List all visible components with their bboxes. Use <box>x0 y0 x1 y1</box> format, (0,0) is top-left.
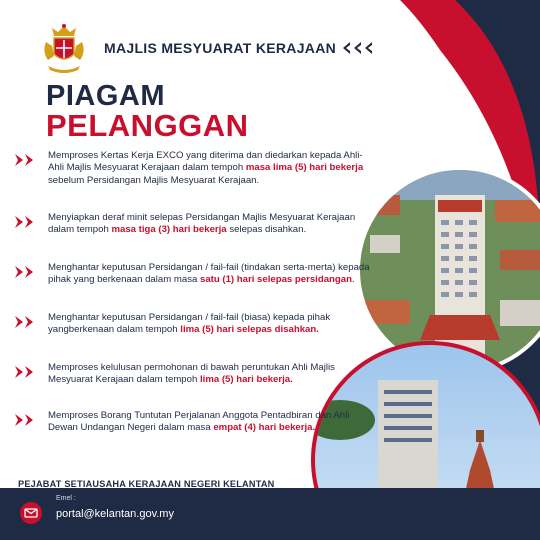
page-title-line1: PIAGAM <box>46 80 165 112</box>
item-text-part: . <box>351 274 355 286</box>
page-title-line2: PELANGGAN <box>46 108 249 143</box>
item-text-part: Memproses Kertas Kerja EXCO yang diterima dan diedarkan kepada Ahli-Ahli Majlis Mesyuarat Kerajaan dalam tempoh <box>48 150 363 174</box>
email-link[interactable]: portal@kelantan.gov.my <box>56 508 174 520</box>
item-text-part: Menyiapkan deraf minit selepas Persidangan Majlis Mesyuarat Kerajaan dalam tempoh <box>48 212 356 236</box>
item-text-part: Menghantar keputusan Persidangan / fail-fail (biasa) kepada pihak yangberkenaan dalam tempoh <box>48 312 331 336</box>
state-crest-icon <box>36 22 92 78</box>
office-name: PEJABAT SETIAUSAHA KERAJAAN NEGERI KELANTAN <box>18 479 275 489</box>
triple-chevron-left-icon <box>340 41 376 55</box>
item-highlight: empat (4) hari bekerja. <box>213 422 316 434</box>
email-label: Emel : <box>56 495 76 502</box>
item-highlight: satu (1) hari selepas persidangan <box>200 274 352 286</box>
mail-icon <box>20 502 42 524</box>
item-text <box>48 212 378 237</box>
item-text-part: sebelum Persidangan Majlis Mesyuarat Kerajaan. <box>48 174 260 186</box>
item-highlight: lima (5) hari bekerja. <box>199 374 293 386</box>
item-text <box>48 150 378 187</box>
item-text-part: Menghantar keputusan Persidangan / fail-fail (tindakan serta-merta) kepada pihak yang berkenaan dalam masa <box>48 262 370 286</box>
double-chevron-right-icon <box>12 153 38 167</box>
item-text-part: Memproses kelulusan permohonan di bawah peruntukan Ahli Majlis Mesyuarat Kerajaan dalam tempoh <box>48 362 335 386</box>
item-text-part: selepas disahkan. <box>226 224 307 236</box>
item-highlight: lima (5) hari selepas disahkan. <box>180 324 319 336</box>
item-highlight: masa lima (5) hari bekerja <box>245 162 364 174</box>
double-chevron-right-icon <box>12 265 38 279</box>
org-title: MAJLIS MESYUARAT KERAJAAN <box>104 40 337 56</box>
item-text-part: Memproses Borang Tuntutan Perjalanan Anggota Pentadbiran dan Ahli Dewan Undangan Negeri dalam masa <box>48 410 350 434</box>
mail-glyph <box>20 502 42 524</box>
double-chevron-right-icon <box>12 315 38 329</box>
double-chevron-right-icon <box>12 365 38 379</box>
double-chevron-right-icon <box>12 413 38 427</box>
item-highlight: masa tiga (3) hari bekerja <box>111 224 227 236</box>
item-text <box>48 410 378 435</box>
item-text <box>48 312 378 337</box>
double-chevron-right-icon <box>12 215 38 229</box>
item-text <box>48 262 378 287</box>
item-text <box>48 362 378 387</box>
